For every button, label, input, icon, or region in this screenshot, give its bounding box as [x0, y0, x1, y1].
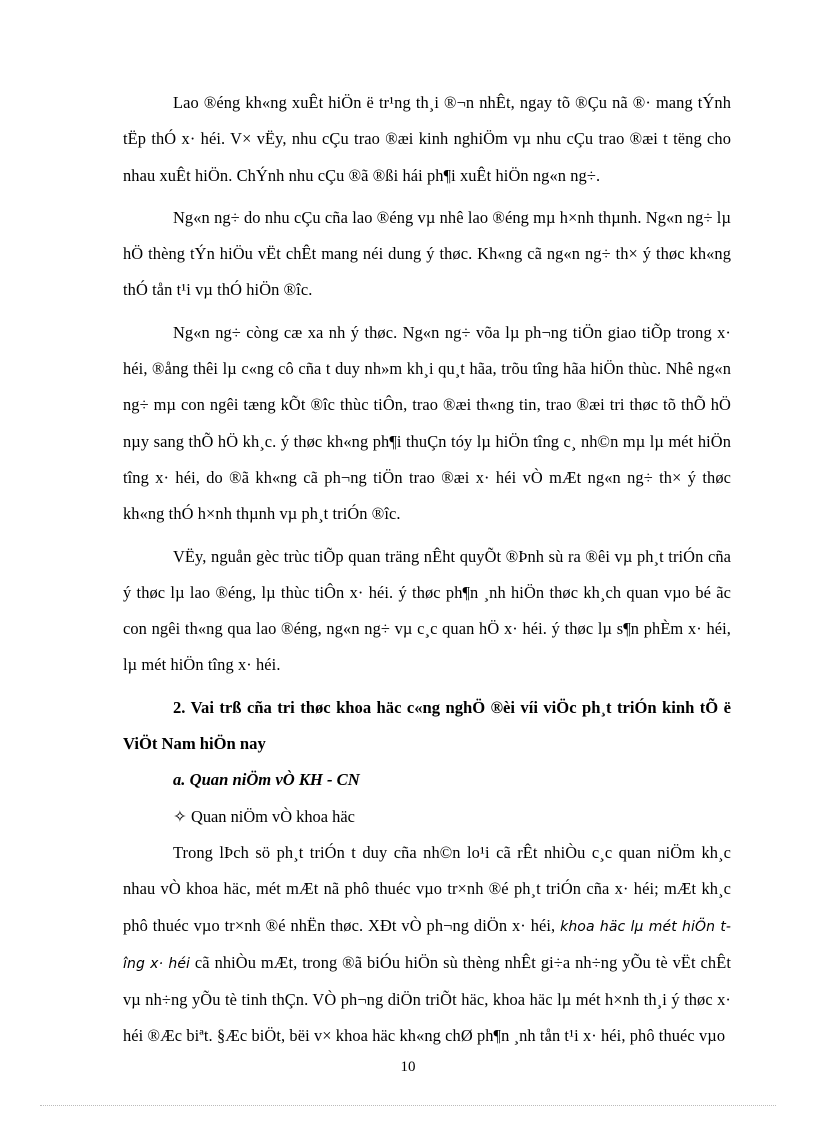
page-number: 10 — [400, 1059, 416, 1075]
subsection-heading: a. Quan niÖm vÒ KH - CN — [173, 770, 360, 790]
section-heading: 2. Vai trß cña tri thøc khoa häc c«ng nghÖ ®èi víi viÖc ph¸t triÓn kinh tÕ ë ViÖt Nam hiÖn nay — [123, 697, 731, 754]
four-pointed-star-icon: ✧ — [173, 806, 187, 826]
paragraph-1: Lao ®éng kh«ng xuÊt hiÖn ë tr¹ng th¸i ®¬n nhÊt, ngay tõ ®Çu nã ®· mang tÝnh tËp thÓ x· héi. V× vËy, nhu cÇu trao ®æi kinh nghiÖm vµ nhu cÇu trao ®æi t tëng cho nhau xuÊt hiÖn. ChÝnh nhu cÇu ®ã ®ßi hái ph¶i xuÊt hiÖn ng«n ng÷. — [123, 93, 731, 185]
paragraph-5-emphasis: khoa häc lµ mét hiÖn tîng x· héi — [123, 918, 731, 972]
page-bottom-divider — [40, 1105, 776, 1106]
paragraph-5 — [123, 835, 731, 1055]
paragraph-5-part1: Trong lÞch sö ph¸t triÓn t duy cña nh©n lo¹i cã rÊt nhiÒu c¸c quan niÖm kh¸c nhau vÒ khoa häc, mét mÆt nã phô thuéc vµo tr×nh ®é ph¸t triÓn cña x· héi; mÆt kh¸c phô thuéc vµo tr×nh ®é nhËn thøc. XÐt vÒ ph¬ng diÖn x· héi, — [123, 842, 731, 935]
paragraph-2: Ng«n ng÷ do nhu cÇu cña lao ®éng vµ nhê lao ®éng mµ h×nh thµnh. Ng«n ng÷ lµ hÖ thèng tÝn hiÖu vËt chÊt mang néi dung ý thøc. Kh«ng cã ng«n ng÷ th× ý thøc kh«ng thÓ tån t¹i vµ thÓ hiÖn ®îc. — [123, 207, 731, 300]
paragraph-4: VËy, nguån gèc trùc tiÕp quan träng nÊht quyÕt ®Þnh sù ra ®êi vµ ph¸t triÓn cña ý thøc lµ lao ®éng, lµ thùc tiÔn x· héi. ý thøc ph¶n ¸nh hiÖn thøc kh¸ch quan vµo bé ãc con ngêi th«ng qua lao ®éng, ng«n ng÷ vµ c¸c quan hÖ x· héi. ý thøc lµ s¶n phÈm x· héi, lµ mét hiÖn tîng x· héi. — [123, 546, 731, 675]
paragraph-5-part2: cã nhiÒu mÆt, trong ®ã biÓu hiÖn sù thèng nhÊt gi÷a nh÷ng yÕu tè vËt chÊt vµ nh÷ng yÕu tè tinh thÇn. VÒ ph¬ng diÖn triÕt häc, khoa häc lµ mét h×nh th¸i ý thøc x· héi ®Æc biªt. §Æc biÖt, bëi v× khoa häc kh«ng chØ ph¶n ¸nh tån t¹i x· héi, phô thuéc vµo — [123, 952, 731, 1046]
bullet-item — [123, 799, 731, 835]
paragraph-3: Ng«n ng÷ còng cæ xa nh ý thøc. Ng«n ng÷ võa lµ ph¬ng tiÖn giao tiÕp trong x· héi, ®ång thêi lµ c«ng cô cña t duy nh»m kh¸i qu¸t hãa, trõu tîng hãa hiÖn thùc. Nhê ng«n ng÷ mµ con ngêi tæng kÕt ®îc thùc tiÔn, trao ®æi th«ng tin, trao ®æi tri thøc tõ thÕ hÖ nµy sang thÕ hÖ kh¸c. ý thøc kh«ng ph¶i thuÇn tóy lµ hiÖn tîng c¸ nh©n mµ lµ mét hiÖn tîng x· héi, do ®ã kh«ng cã ph¬ng tiÖn trao ®æi x· héi vÒ mÆt ng«n ng÷ th× ý thøc kh«ng thÓ h×nh thµnh vµ ph¸t triÓn ®îc. — [123, 322, 731, 524]
body-text — [123, 85, 731, 1061]
bullet-text: Quan niÖm vÒ khoa häc — [191, 806, 355, 826]
